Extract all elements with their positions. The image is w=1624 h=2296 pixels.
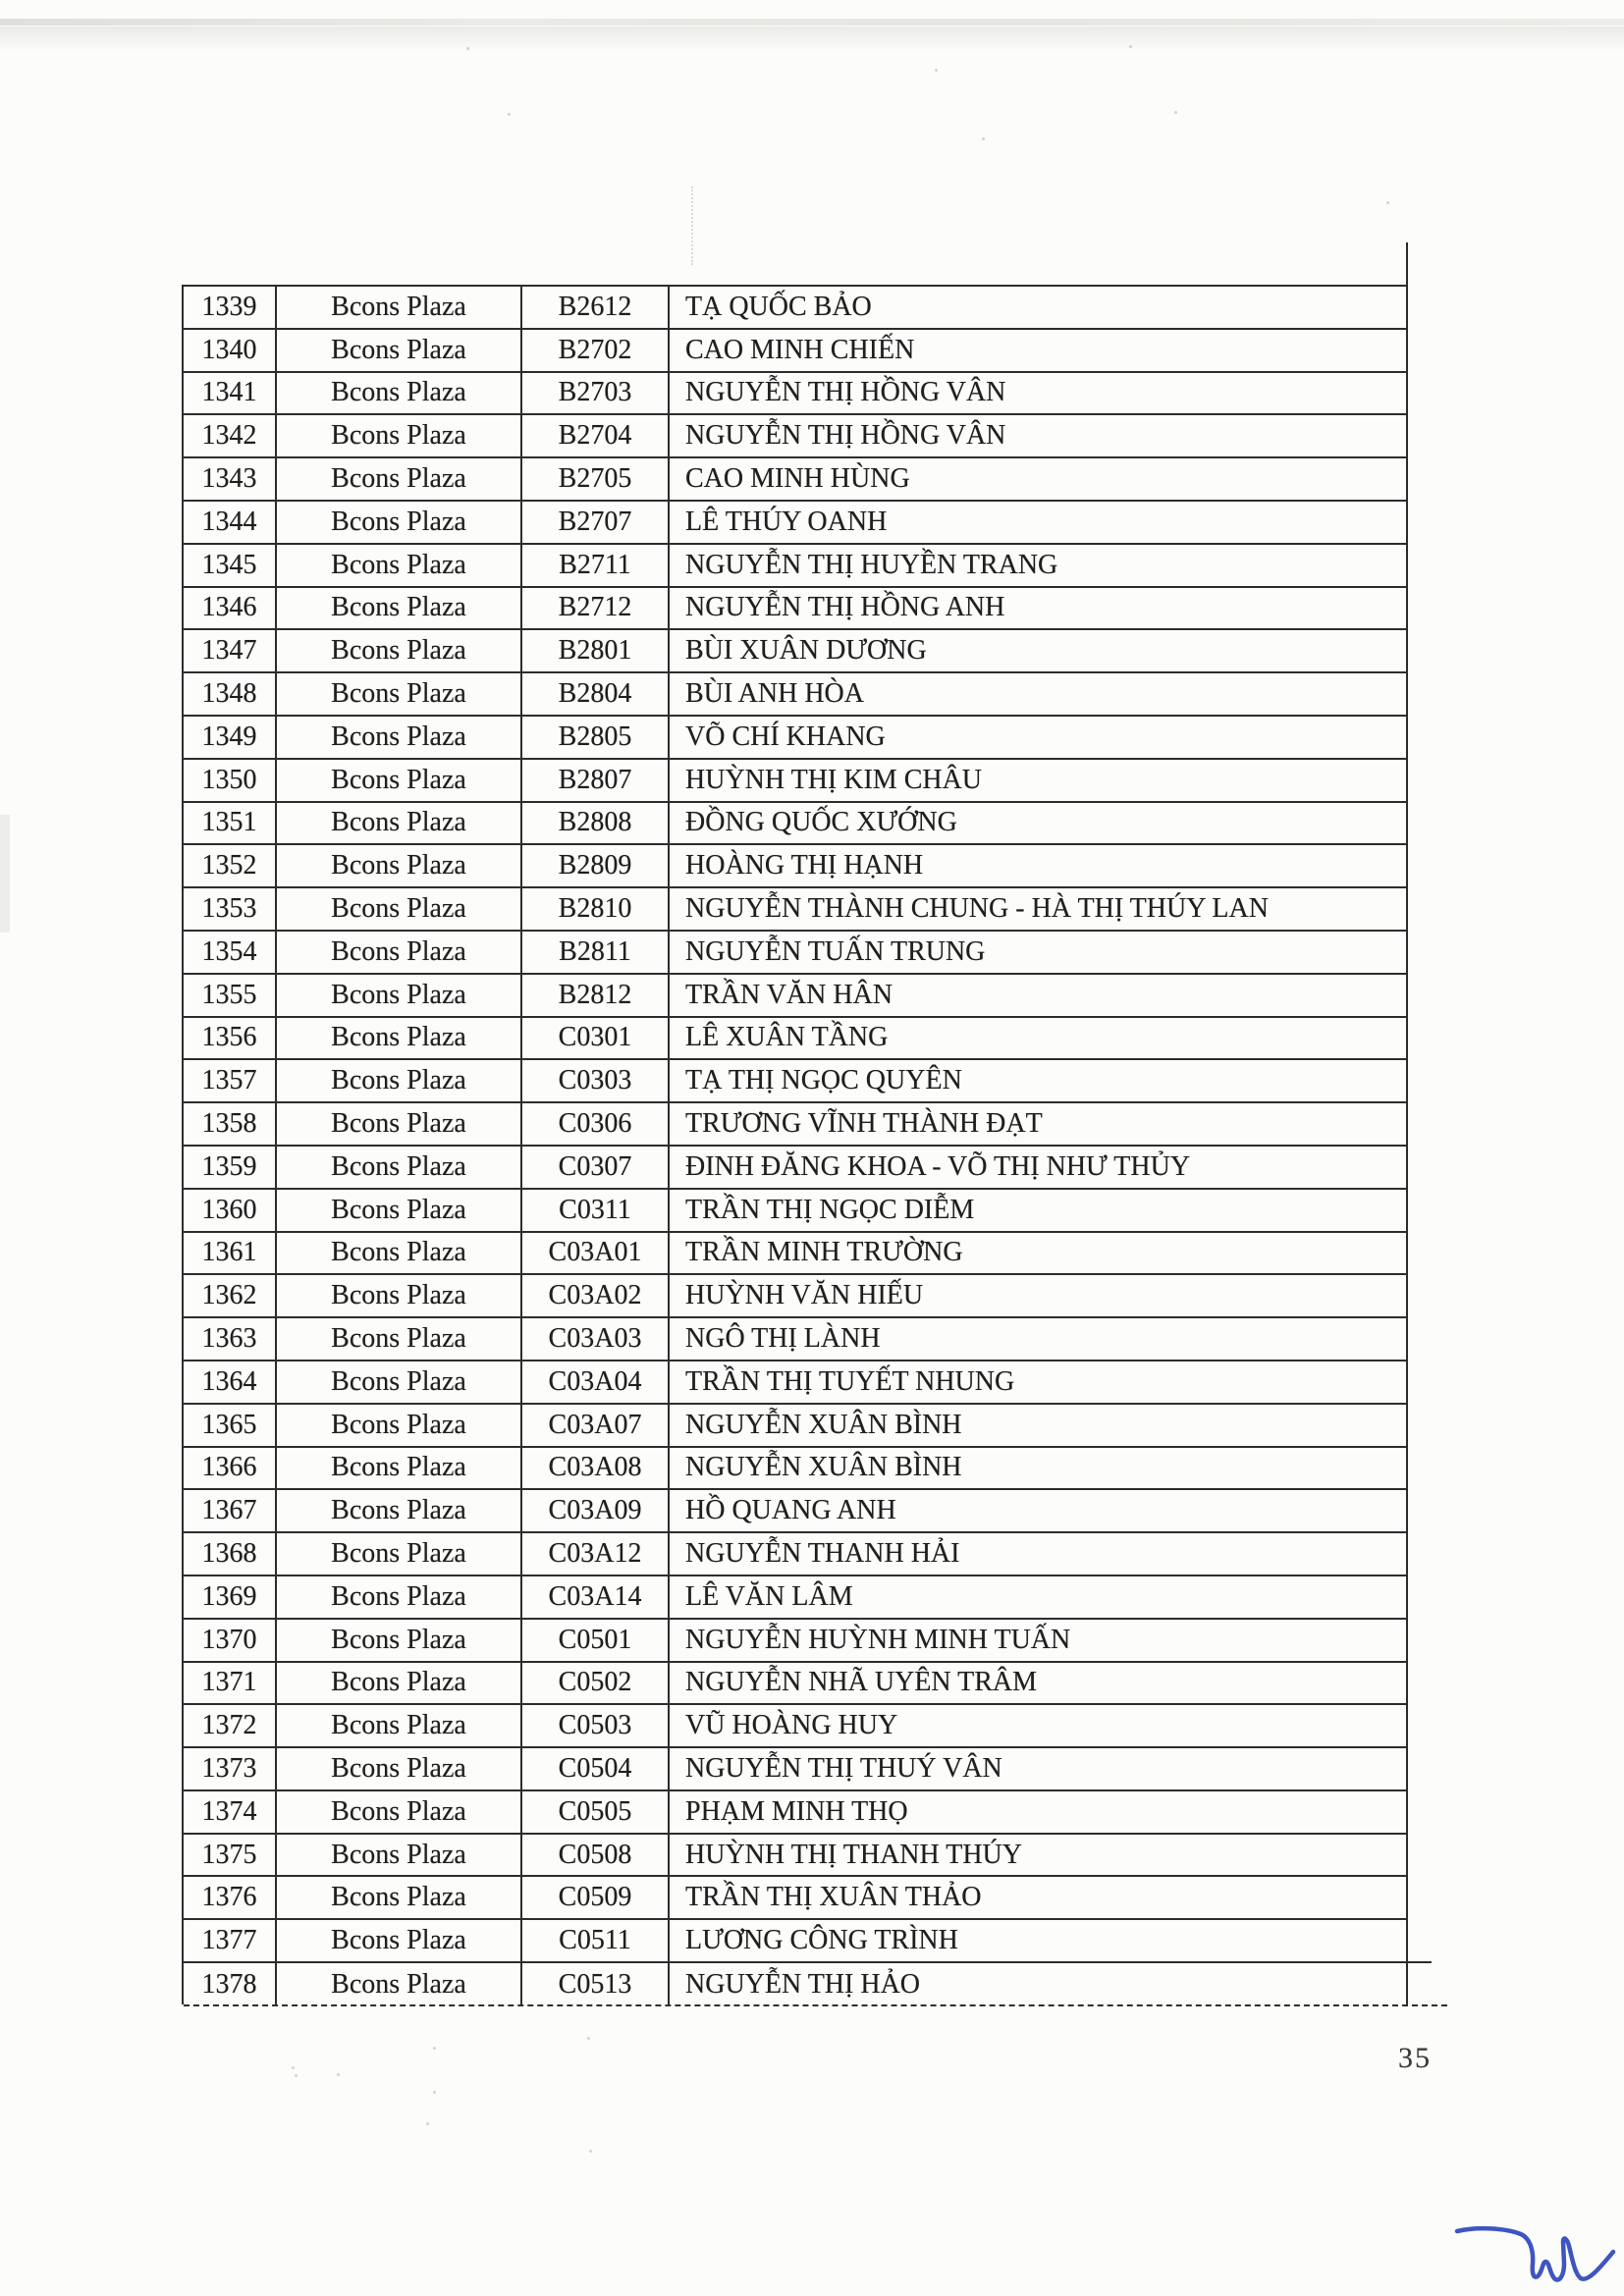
owner-name-cell: HOÀNG THỊ HẠNH <box>685 850 924 881</box>
row-number-cell: 1372 <box>184 1705 277 1746</box>
row-number-cell: 1348 <box>184 673 277 715</box>
table-row <box>184 330 1406 373</box>
unit-code-cell: B2704 <box>522 415 670 456</box>
unit-code-cell: C03A12 <box>522 1533 670 1575</box>
row-number-cell: 1375 <box>184 1835 277 1876</box>
table-row <box>184 975 1406 1018</box>
building-cell: Bcons Plaza <box>277 1576 522 1618</box>
table-row <box>184 1877 1406 1920</box>
unit-code-cell: B2612 <box>522 287 670 328</box>
scan-speck <box>295 2074 298 2077</box>
table-row <box>184 1533 1406 1576</box>
unit-code-cell: B2703 <box>522 373 670 414</box>
row-number-cell: 1378 <box>184 1963 277 2006</box>
building-cell: Bcons Plaza <box>277 1275 522 1316</box>
owner-name-cell: TRẦN THỊ XUÂN THẢO <box>685 1882 982 1913</box>
table-row <box>184 673 1406 717</box>
row-number-cell: 1371 <box>184 1663 277 1704</box>
unit-code-cell: C03A14 <box>522 1576 670 1618</box>
scan-speck <box>433 2047 436 2050</box>
unit-code-cell: B2811 <box>522 932 670 973</box>
unit-code-cell: B2807 <box>522 760 670 801</box>
unit-code-cell: B2801 <box>522 630 670 671</box>
table-row <box>184 1920 1406 1963</box>
row-number-cell: 1363 <box>184 1318 277 1360</box>
owner-name-cell: NGUYỄN THÀNH CHUNG - HÀ THỊ THÚY LAN <box>685 893 1269 925</box>
owner-name-cell: TRẦN VĂN HÂN <box>685 979 893 1010</box>
building-cell: Bcons Plaza <box>277 588 522 629</box>
building-cell: Bcons Plaza <box>277 458 522 500</box>
unit-code-cell: B2705 <box>522 458 670 500</box>
building-cell: Bcons Plaza <box>277 630 522 671</box>
scan-speck <box>1129 45 1132 48</box>
owner-name-cell: NGUYỄN THỊ HỒNG VÂN <box>685 420 1006 452</box>
row-number-cell: 1358 <box>184 1103 277 1145</box>
page-number: 35 <box>1398 2042 1432 2074</box>
unit-code-cell: C0307 <box>522 1147 670 1188</box>
owner-name-cell: ĐỒNG QUỐC XƯỚNG <box>685 807 957 838</box>
row-number-cell: 1339 <box>184 287 277 328</box>
row-number-cell: 1374 <box>184 1791 277 1833</box>
table-row <box>184 1318 1406 1362</box>
unit-code-cell: C0306 <box>522 1103 670 1145</box>
row-number-cell: 1344 <box>184 502 277 543</box>
row-number-cell: 1370 <box>184 1620 277 1661</box>
table-row <box>184 1018 1406 1061</box>
unit-code-cell: C0301 <box>522 1018 670 1059</box>
owner-name-cell: NGUYỄN HUỲNH MINH TUẤN <box>685 1624 1071 1655</box>
owner-name-cell: TẠ THỊ NGỌC QUYÊN <box>685 1065 962 1096</box>
table-row <box>184 1405 1406 1448</box>
unit-code-cell: C03A09 <box>522 1490 670 1531</box>
row-number-cell: 1345 <box>184 545 277 586</box>
table-row <box>184 932 1406 975</box>
scan-speck <box>337 2073 340 2076</box>
building-cell: Bcons Plaza <box>277 673 522 715</box>
table-row <box>184 1620 1406 1663</box>
row-number-cell: 1340 <box>184 330 277 371</box>
row-number-cell: 1373 <box>184 1748 277 1789</box>
building-cell: Bcons Plaza <box>277 845 522 886</box>
table-row <box>184 1233 1406 1276</box>
row-number-cell: 1352 <box>184 845 277 886</box>
row-number-cell: 1346 <box>184 588 277 629</box>
scan-edge-band <box>0 19 1624 26</box>
owner-name-cell: CAO MINH HÙNG <box>685 463 910 495</box>
owner-name-cell: VÕ CHÍ KHANG <box>685 721 886 752</box>
building-cell: Bcons Plaza <box>277 1748 522 1789</box>
building-cell: Bcons Plaza <box>277 1318 522 1360</box>
table-row <box>184 1963 1406 2006</box>
signature-mark <box>1441 2205 1624 2296</box>
unit-code-cell: B2707 <box>522 502 670 543</box>
table-right-border <box>1406 242 1408 2006</box>
residents-table <box>182 285 1406 2004</box>
table-row <box>184 803 1406 846</box>
row-number-cell: 1351 <box>184 803 277 844</box>
scan-smudge <box>0 27 1624 52</box>
row-number-cell: 1355 <box>184 975 277 1016</box>
building-cell: Bcons Plaza <box>277 330 522 371</box>
owner-name-cell: NGUYỄN THỊ HỒNG VÂN <box>685 377 1006 408</box>
scan-speck <box>466 47 469 50</box>
table-row <box>184 1103 1406 1147</box>
unit-code-cell: C0311 <box>522 1190 670 1231</box>
row-number-cell: 1354 <box>184 932 277 973</box>
table-row <box>184 1705 1406 1748</box>
table-row <box>184 502 1406 545</box>
owner-name-cell: HUỲNH THỊ KIM CHÂU <box>685 764 983 795</box>
owner-name-cell: HỒ QUANG ANH <box>685 1495 896 1526</box>
row-number-cell: 1350 <box>184 760 277 801</box>
building-cell: Bcons Plaza <box>277 1405 522 1446</box>
owner-name-cell: NGUYỄN THỊ HẢO <box>685 1968 921 2000</box>
building-cell: Bcons Plaza <box>277 1791 522 1833</box>
scan-streak <box>691 187 693 265</box>
owner-name-cell: NGUYỄN THANH HẢI <box>685 1538 960 1569</box>
row-number-cell: 1342 <box>184 415 277 456</box>
building-cell: Bcons Plaza <box>277 1877 522 1918</box>
building-cell: Bcons Plaza <box>277 1705 522 1746</box>
table-row <box>184 888 1406 932</box>
unit-code-cell: C0504 <box>522 1748 670 1789</box>
building-cell: Bcons Plaza <box>277 1835 522 1876</box>
building-cell: Bcons Plaza <box>277 1620 522 1661</box>
row-number-cell: 1347 <box>184 630 277 671</box>
building-cell: Bcons Plaza <box>277 502 522 543</box>
table-row <box>184 1362 1406 1405</box>
building-cell: Bcons Plaza <box>277 545 522 586</box>
owner-name-cell: TẠ QUỐC BẢO <box>685 291 872 322</box>
building-cell: Bcons Plaza <box>277 717 522 758</box>
building-cell: Bcons Plaza <box>277 1233 522 1274</box>
owner-name-cell: NGUYỄN XUÂN BÌNH <box>685 1409 962 1440</box>
unit-code-cell: C0303 <box>522 1060 670 1101</box>
owner-name-cell: TRẦN THỊ TUYẾT NHUNG <box>685 1365 1015 1397</box>
table-row <box>184 1060 1406 1103</box>
building-cell: Bcons Plaza <box>277 1533 522 1575</box>
unit-code-cell: C0502 <box>522 1663 670 1704</box>
scan-speck <box>1386 201 1389 204</box>
row-number-cell: 1343 <box>184 458 277 500</box>
scan-speck <box>587 2037 590 2040</box>
row-number-cell: 1368 <box>184 1533 277 1575</box>
row-number-cell: 1367 <box>184 1490 277 1531</box>
owner-name-cell: ĐINH ĐĂNG KHOA - VÕ THỊ NHƯ THỦY <box>685 1150 1191 1182</box>
building-cell: Bcons Plaza <box>277 287 522 328</box>
building-cell: Bcons Plaza <box>277 1190 522 1231</box>
unit-code-cell: C0508 <box>522 1835 670 1876</box>
owner-name-cell: NGUYỄN THỊ HUYỀN TRANG <box>685 549 1058 580</box>
owner-name-cell: LÊ VĂN LÂM <box>685 1580 853 1612</box>
owner-name-cell: TRẦN THỊ NGỌC DIỄM <box>685 1194 975 1225</box>
building-cell: Bcons Plaza <box>277 1362 522 1403</box>
row-number-cell: 1353 <box>184 888 277 930</box>
owner-name-cell: HUỲNH VĂN HIẾU <box>685 1280 924 1311</box>
owner-name-cell: LƯƠNG CÔNG TRÌNH <box>685 1925 958 1956</box>
table-row <box>184 1448 1406 1491</box>
scan-speck <box>433 2091 436 2094</box>
building-cell: Bcons Plaza <box>277 932 522 973</box>
row-number-cell: 1359 <box>184 1147 277 1188</box>
unit-code-cell: B2702 <box>522 330 670 371</box>
table-row <box>184 373 1406 416</box>
row-number-cell: 1361 <box>184 1233 277 1274</box>
unit-code-cell: C03A08 <box>522 1448 670 1489</box>
row-number-cell: 1341 <box>184 373 277 414</box>
table-line-extension <box>1406 1961 1432 1963</box>
owner-name-cell: CAO MINH CHIẾN <box>685 334 915 365</box>
row-number-cell: 1360 <box>184 1190 277 1231</box>
unit-code-cell: C03A03 <box>522 1318 670 1360</box>
scan-speck <box>426 2122 429 2125</box>
owner-name-cell: LÊ THÚY OANH <box>685 506 888 537</box>
building-cell: Bcons Plaza <box>277 1663 522 1704</box>
table-row <box>184 1748 1406 1791</box>
building-cell: Bcons Plaza <box>277 1060 522 1101</box>
table-row <box>184 630 1406 673</box>
unit-code-cell: B2812 <box>522 975 670 1016</box>
unit-code-cell: C03A01 <box>522 1233 670 1274</box>
unit-code-cell: B2810 <box>522 888 670 930</box>
unit-code-cell: B2805 <box>522 717 670 758</box>
scan-speck <box>292 2066 295 2069</box>
owner-name-cell: NGUYỄN THỊ HỒNG ANH <box>685 592 1005 623</box>
unit-code-cell: C0511 <box>522 1920 670 1961</box>
row-number-cell: 1349 <box>184 717 277 758</box>
table-row <box>184 458 1406 502</box>
building-cell: Bcons Plaza <box>277 1490 522 1531</box>
row-number-cell: 1357 <box>184 1060 277 1101</box>
scan-speck <box>1174 111 1177 114</box>
unit-code-cell: C0501 <box>522 1620 670 1661</box>
owner-name-cell: TRẦN MINH TRƯỜNG <box>685 1237 963 1268</box>
building-cell: Bcons Plaza <box>277 1963 522 2006</box>
table-row <box>184 1576 1406 1620</box>
unit-code-cell: C03A02 <box>522 1275 670 1316</box>
unit-code-cell: C0503 <box>522 1705 670 1746</box>
scan-speck <box>508 113 511 116</box>
unit-code-cell: B2711 <box>522 545 670 586</box>
owner-name-cell: NGUYỄN XUÂN BÌNH <box>685 1452 962 1483</box>
building-cell: Bcons Plaza <box>277 1920 522 1961</box>
row-number-cell: 1362 <box>184 1275 277 1316</box>
owner-name-cell: PHẠM MINH THỌ <box>685 1795 908 1827</box>
building-cell: Bcons Plaza <box>277 1448 522 1489</box>
table-row <box>184 545 1406 588</box>
table-row <box>184 287 1406 330</box>
table-row <box>184 717 1406 760</box>
unit-code-cell: B2804 <box>522 673 670 715</box>
row-number-cell: 1369 <box>184 1576 277 1618</box>
building-cell: Bcons Plaza <box>277 1103 522 1145</box>
table-row <box>184 1147 1406 1190</box>
table-bottom-dashed-border <box>184 2004 1447 2006</box>
owner-name-cell: LÊ XUÂN TẦNG <box>685 1022 889 1053</box>
row-number-cell: 1376 <box>184 1877 277 1918</box>
scan-edge-smudge <box>0 815 10 933</box>
unit-code-cell: C03A04 <box>522 1362 670 1403</box>
building-cell: Bcons Plaza <box>277 373 522 414</box>
row-number-cell: 1356 <box>184 1018 277 1059</box>
row-number-cell: 1365 <box>184 1405 277 1446</box>
table-row <box>184 1835 1406 1878</box>
unit-code-cell: B2712 <box>522 588 670 629</box>
owner-name-cell: NGUYỄN NHÃ UYÊN TRÂM <box>685 1667 1038 1698</box>
building-cell: Bcons Plaza <box>277 760 522 801</box>
building-cell: Bcons Plaza <box>277 975 522 1016</box>
scan-speck <box>982 137 985 140</box>
row-number-cell: 1366 <box>184 1448 277 1489</box>
owner-name-cell: BÙI XUÂN DƯƠNG <box>685 635 927 667</box>
table-row <box>184 588 1406 631</box>
table-row <box>184 1275 1406 1318</box>
unit-code-cell: C03A07 <box>522 1405 670 1446</box>
table-row <box>184 415 1406 458</box>
building-cell: Bcons Plaza <box>277 1147 522 1188</box>
table-row <box>184 845 1406 888</box>
building-cell: Bcons Plaza <box>277 803 522 844</box>
building-cell: Bcons Plaza <box>277 1018 522 1059</box>
scan-speck <box>589 2150 592 2153</box>
unit-code-cell: B2808 <box>522 803 670 844</box>
table-row <box>184 1663 1406 1706</box>
row-number-cell: 1364 <box>184 1362 277 1403</box>
building-cell: Bcons Plaza <box>277 415 522 456</box>
unit-code-cell: C0505 <box>522 1791 670 1833</box>
table-row <box>184 1791 1406 1835</box>
owner-name-cell: NGÔ THỊ LÀNH <box>685 1323 881 1355</box>
unit-code-cell: C0509 <box>522 1877 670 1918</box>
owner-name-cell: NGUYỄN THỊ THUÝ VÂN <box>685 1752 1002 1784</box>
owner-name-cell: TRƯƠNG VĨNH THÀNH ĐẠT <box>685 1108 1043 1140</box>
owner-name-cell: VŨ HOÀNG HUY <box>685 1710 898 1741</box>
table-row <box>184 1190 1406 1233</box>
owner-name-cell: NGUYỄN TUẤN TRUNG <box>685 935 986 967</box>
unit-code-cell: B2809 <box>522 845 670 886</box>
owner-name-cell: BÙI ANH HÒA <box>685 678 864 710</box>
scan-speck <box>935 69 938 72</box>
owner-name-cell: HUỲNH THỊ THANH THÚY <box>685 1839 1022 1870</box>
building-cell: Bcons Plaza <box>277 888 522 930</box>
table-row <box>184 1490 1406 1533</box>
unit-code-cell: C0513 <box>522 1963 670 2006</box>
row-number-cell: 1377 <box>184 1920 277 1961</box>
table-rows <box>184 287 1406 2006</box>
table-row <box>184 760 1406 803</box>
